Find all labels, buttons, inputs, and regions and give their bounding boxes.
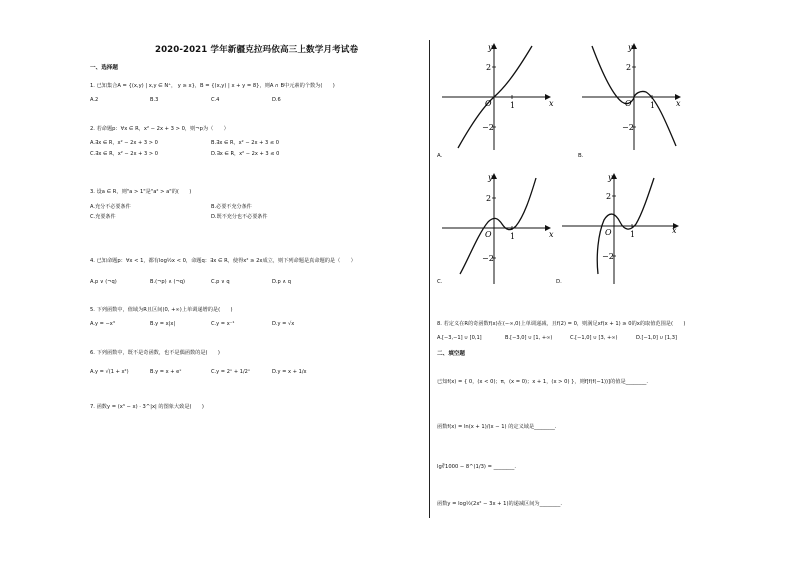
graph-d-tick-neg2: −2 — [602, 252, 614, 261]
graph-b-x-label: x — [676, 99, 681, 108]
q2-option-d[interactable]: D.∃x ∈ R，x² − 2x + 3 ≤ 0 — [211, 151, 280, 157]
q2-option-a[interactable]: A.∃x ∈ R，x² − 2x + 3 > 0 — [90, 140, 158, 146]
graph-b-tick-1: 1 — [650, 101, 656, 110]
graph-b-tick-2: 2 — [626, 63, 632, 72]
question-1-stem: 1. 已知集合A = {(x,y) | x,y ∈ N⁺， y ≥ x}，B = {(x,y) | x + y = 8}，则A ∩ B中元素的个数为( ) — [90, 83, 335, 89]
q1-option-c[interactable]: C.4 — [211, 97, 220, 103]
figure-label-c[interactable]: C. — [437, 279, 443, 285]
q3-option-c[interactable]: C.充要条件 — [90, 214, 116, 220]
graph-b-y-label: y — [628, 43, 633, 52]
question-5-stem: 5. 下列函数中，值域为R且区间(0, +∞)上单调递增的是( ) — [90, 307, 233, 313]
question-3-stem: 3. 设a ∈ R，则"a > 1"是"a² > a"的( ) — [90, 189, 192, 195]
graph-c-y-label: y — [488, 173, 493, 182]
q4-option-d[interactable]: D.p ∧ q — [272, 279, 291, 285]
q6-option-a[interactable]: A.y = √(1 + x²) — [90, 369, 129, 375]
graph-c-tick-1: 1 — [510, 232, 516, 241]
q8-option-d[interactable]: D.[−1,0] ∪ [1,3] — [636, 335, 677, 341]
figure-label-b[interactable]: B. — [578, 153, 584, 159]
graph-a-x-label: x — [549, 99, 554, 108]
q1-option-a[interactable]: A.2 — [90, 97, 99, 103]
question-7-stem: 7. 函数y = (x³ − x) · 3^|x| 的图象大致是( ) — [90, 404, 204, 410]
q5-option-b[interactable]: B.y = x|x| — [150, 321, 176, 327]
page-title: 2020-2021 学年新疆克拉玛依高三上数学月考试卷 — [155, 45, 359, 55]
graph-a-y-label: y — [488, 43, 493, 52]
graph-c[interactable] — [442, 173, 554, 284]
graph-b-origin: O — [625, 99, 632, 108]
q2-option-c[interactable]: C.∃x ∈ R，x² − 2x + 3 > 0 — [90, 151, 159, 157]
fill-question-1[interactable]: 已知f(x) = { 0，(x < 0)；π，(x = 0)；x + 1，(x > 0) }，则f[f(f(−1))]的值是________. — [437, 379, 649, 385]
q6-option-d[interactable]: D.y = x + 1/x — [272, 369, 307, 375]
graph-a[interactable] — [442, 43, 554, 150]
question-2-stem: 2. 若命题p：∀x ∈ R，x² − 2x + 3 > 0，则¬p为（ ） — [90, 126, 229, 132]
q4-option-b[interactable]: B.(¬p) ∧ (¬q) — [150, 279, 186, 285]
graph-d[interactable] — [562, 173, 678, 284]
q1-option-d[interactable]: D.6 — [272, 97, 281, 103]
fill-question-3[interactable]: lg∛1000 − 8^(1/3) = ________. — [437, 464, 516, 470]
question-6-stem: 6. 下列函数中，既不是奇函数，也不是偶函数的是( ) — [90, 350, 220, 356]
q3-option-a[interactable]: A.充分不必要条件 — [90, 204, 131, 210]
section-fill-heading: 二、填空题 — [437, 351, 465, 357]
q4-option-c[interactable]: C.p ∨ q — [211, 279, 230, 285]
figure-label-a[interactable]: A. — [437, 153, 443, 159]
q5-option-c[interactable]: C.y = x⁻¹ — [211, 321, 235, 327]
q3-option-b[interactable]: B.必要不充分条件 — [211, 204, 252, 210]
graph-b[interactable] — [582, 43, 681, 150]
q7-figures — [432, 38, 682, 288]
figure-label-d[interactable]: D. — [556, 279, 562, 285]
graph-c-tick-2: 2 — [486, 194, 492, 203]
section-choice-heading: 一、选择题 — [90, 65, 118, 71]
graph-c-x-label: x — [549, 230, 554, 239]
q8-option-b[interactable]: B.[−3,0] ∪ [1, +∞) — [505, 335, 553, 341]
graph-d-tick-2: 2 — [606, 192, 612, 201]
q5-option-a[interactable]: A.y = −x³ — [90, 321, 115, 327]
graph-d-tick-1: 1 — [630, 230, 636, 239]
q8-option-c[interactable]: C.[−1,0] ∪ [3, +∞) — [570, 335, 618, 341]
graph-d-origin: O — [605, 228, 612, 237]
graph-a-tick-neg2: −2 — [482, 123, 494, 132]
q2-option-b[interactable]: B.∃x ∈ R，x² − 2x + 3 ≤ 0 — [211, 140, 279, 146]
graph-b-tick-neg2: −2 — [622, 123, 634, 132]
q3-option-d[interactable]: D.既不充分也不必要条件 — [211, 214, 268, 220]
q4-option-a[interactable]: A.p ∨ (¬q) — [90, 279, 117, 285]
graph-d-x-label: x — [672, 226, 677, 235]
graph-c-tick-neg2: −2 — [482, 254, 494, 263]
graph-a-tick-2: 2 — [486, 63, 492, 72]
q6-option-c[interactable]: C.y = 2ˣ + 1/2ˣ — [211, 369, 251, 375]
q1-option-b[interactable]: B.3 — [150, 97, 159, 103]
question-4-stem: 4. 已知命题p：∀x < 1，都有log½x < 0，命题q：∃x ∈ R，使得x² ≥ 2x成立，则下列命题是真命题的是（ ） — [90, 258, 356, 264]
q6-option-b[interactable]: B.y = x + eˣ — [150, 369, 182, 375]
q5-option-d[interactable]: D.y = √x — [272, 321, 295, 327]
q8-option-a[interactable]: A.[−3,−1] ∪ [0,1] — [437, 335, 482, 341]
fill-question-2[interactable]: 函数f(x) = ln(x + 1)/(x − 1) 的定义域是________. — [437, 424, 557, 430]
fill-question-4[interactable]: 函数y = log½(2x² − 3x + 1)的递减区间为________. — [437, 501, 563, 507]
graph-a-origin: O — [485, 99, 492, 108]
question-8-stem: 8. 若定义在R的奇函数f(x)在(−∞,0)上单调递减，且f(2) = 0，则满足xf(x + 1) ≥ 0的x的取值范围是( ) — [437, 321, 686, 327]
graph-a-tick-1: 1 — [510, 101, 516, 110]
graph-d-y-label: y — [608, 173, 613, 182]
column-divider — [429, 40, 430, 518]
graph-c-origin: O — [485, 230, 492, 239]
